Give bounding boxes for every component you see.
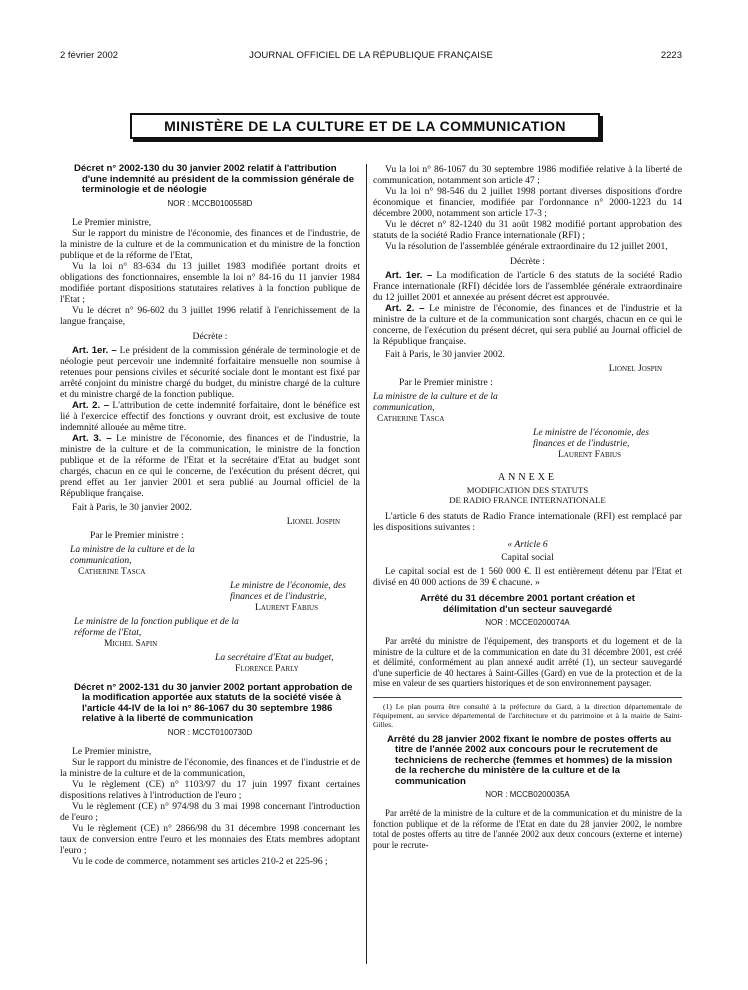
decree1-art3-label: Art. 3. – [72, 432, 112, 444]
decree2-nor: NOR : MCCT0100730D [167, 727, 253, 737]
decree1-p4: Vu le décret n° 96-602 du 3 juillet 1996 relatif à l'enrichissement de la langue française, [60, 304, 360, 327]
decree1-p2: Sur le rapport du ministre de l'économie, des finances et de l'industrie, de la ministre de la culture et de la communication et du ministre de la fonction publique et de la réforme de l'Etat, [60, 227, 360, 261]
decree1-art3-text: Le ministre de l'économie, des finances et de l'industrie, la ministre de la culture et de la communication, le ministre de la fonction publique et de la réforme de l'Etat et la secrétaire d'Etat au budget sont chargés, chacun en ce qui le concerne, de l'exécution du présent décret, qui prend effet au 1er janvier 2001 et sera publié au Journal officiel de la République française. [60, 432, 360, 499]
annexe-heading: ANNEXE [497, 472, 558, 483]
page-number: 2223 [660, 50, 682, 61]
annexe-capital: Capital social [501, 552, 554, 563]
header-date: 2 février 2002 [60, 50, 119, 61]
decree1-art2 [60, 400, 360, 433]
decree1-p3: Vu la loi n° 83-634 du 13 juillet 1983 modifiée portant droits et obligations des fonctionnaires, ensemble la loi n° 84-16 du 11 janvier 1984 modifiée portant dispositions statutaires relatives à la fonction publique de l'Etat ; [60, 260, 360, 305]
decree1-sig-eco-title: Le ministre de l'économie, des finances et de l'industrie, [230, 579, 346, 602]
decree2-r3: Vu le décret n° 82-1240 du 31 août 1982 modifié portant approbation des statuts de la société Radio France internationale (RFI) ; [373, 219, 682, 241]
decree1-art2-label: Art. 2. – [72, 399, 110, 411]
decree1-art1-text: Le président de la commission générale de terminologie et de néologie peut percevoir une indemnité forfaitaire mensuelle non soumise à retenues pour pensions civiles et sécurité sociale dont le montant est fixé par arrêté conjoint du ministre chargé du budget, du ministre chargé de la culture et du ministre chargé de la fonction publique. [60, 344, 360, 400]
decree1-fait: Fait à Paris, le 30 janvier 2002. [72, 501, 192, 513]
decree2-p6: Vu le code de commerce, notamment ses articles 210-2 et 225-96 ; [72, 855, 328, 867]
decree1-sig-budget [60, 652, 360, 674]
decree1-art3 [60, 433, 360, 499]
decree2-p5: Vu le règlement (CE) n° 2866/98 du 31 décembre 1998 concernant les taux de conversion entre l'euro et les monnaies des Etats membres adoptant l'euro ; [60, 822, 360, 856]
decree2-art1 [373, 270, 682, 303]
arrete1-nor: NOR : MCCE0200074A [485, 618, 570, 627]
footnote-rule [373, 697, 682, 698]
decree1-sig-fp-title: Le ministre de la fonction publique et de la réforme de l'Etat, [74, 615, 239, 638]
decree2-sig-culture-title: La ministre de la culture et de la communication, [373, 391, 498, 413]
annexe-capital-p: Le capital social est de 1 560 000 €. Il est entièrement détenu par l'Etat et divisé en 40 000 actions de 39 € chacune. » [373, 566, 682, 588]
decree1-art1 [60, 345, 360, 400]
arrete2-p1: Par arrêté de la ministre de la culture et de la communication et du ministre de la fonction publique et de la réforme de l'Etat en date du 28 janvier 2002, le nombre total de postes offerts au titre de l'année 2002 aux deux concours (externe et interne) pour le recrute- [373, 808, 682, 850]
decree1-sig-fp-name: Michel Sapin [104, 637, 158, 649]
decree1-sig-eco [60, 580, 360, 613]
decree2-p1: Le Premier ministre, [72, 745, 152, 757]
decree2-p4: Vu le règlement (CE) n° 974/98 du 3 mai 1998 concernant l'introduction de l'euro ; [60, 800, 360, 823]
decree1-sig-eco-name: Laurent Fabius [255, 601, 318, 613]
ministry-heading: MINISTÈRE DE LA CULTURE ET DE LA COMMUNICATION [130, 113, 600, 139]
annexe-sub2: DE RADIO FRANCE INTERNATIONALE [449, 495, 606, 505]
decree2-sig-eco-title: Le ministre de l'économie, des finances et de l'industrie, [533, 427, 649, 449]
left-column [60, 164, 360, 867]
decree2-r2: Vu la loi n° 98-546 du 2 juillet 1998 portant diverses dispositions d'ordre économique et financier, modifiée par l'ordonnance n° 2000-1223 du 14 décembre 2000, notamment son article 17-3 ; [373, 186, 682, 219]
annexe-sub1: MODIFICATION DES STATUTS [466, 485, 589, 495]
arrete1-p1: Par arrêté du ministre de l'équipement, des transports et du logement et de la ministre de la culture et de la communication en date du 31 décembre 2001, est créé et délimité, conformément au plan annexé audit arrêté (1), un secteur sauvegardé d'une superficie de 40 hectares à Saint-Gilles (Gard) en vue de la protection et de la mise en valeur de ses quartiers historiques et de son environnement paysager. [373, 636, 682, 688]
decree2-sig-culture [373, 391, 682, 424]
arrete2-nor: NOR : MCCB0200035A [485, 790, 570, 799]
annexe-article6: « Article 6 [507, 539, 548, 550]
decree2-p3: Vu le règlement (CE) n° 1103/97 du 17 juin 1997 fixant certaines dispositions relatives à l'introduction de l'euro ; [60, 778, 360, 801]
decree1-nor: NOR : MCCB0100558D [167, 198, 253, 208]
arrete2-title: Arrêté du 28 janvier 2002 fixant le nombre de postes offerts au titre de l'année 2002 aux concours pour le recrutement de techniciens de recherche (femmes et hommes) de la mission de la recherche du ministère de la culture et de la communication [387, 733, 673, 787]
decree2-art1-label: Art. 1er. – [385, 270, 433, 281]
decree2-r4: Vu la résolution de l'assemblée générale extraordinaire du 12 juillet 2001, [385, 241, 668, 252]
decree1-par-pm: Par le Premier ministre : [90, 529, 184, 541]
decree1-sig-culture-name: Catherine Tasca [78, 565, 146, 577]
decree2-par-pm: Par le Premier ministre : [399, 377, 493, 388]
right-column [373, 164, 682, 850]
decree2-sig-culture-name: Catherine Tasca [377, 413, 445, 424]
decree2-p2: Sur le rapport du ministre de l'économie, des finances et de l'industrie et de la ministre de la culture et de la communication, [60, 756, 360, 779]
annexe-p1: L'article 6 des statuts de Radio France internationale (RFI) est remplacé par les dispositions suivantes : [373, 511, 682, 533]
decree2-art2-text: Le ministre de l'économie, des finances et de l'industrie et la ministre de la culture et de la communication sont chargés, chacun en ce qui le concerne, de l'exécution du présent décret, qui sera publié au Journal officiel de la République française. [373, 303, 682, 347]
decree1-art1-label: Art. 1er. – [72, 344, 117, 356]
decree1-sig-culture-title: La ministre de la culture et de la communication, [70, 543, 195, 566]
decree2-art1-text: La modification de l'article 6 des statuts de la société Radio France internationale (RFI) décidée lors de l'assemblée générale extraordinaire du 12 juillet 2001 et annexée au présent décret est approuvée. [373, 270, 683, 303]
decree1-art2-text: L'attribution de cette indemnité forfaitaire, dont le bénéfice est lié à l'exercice effectif des fonctions y ouvrant droit, est exclusive de toute indemnité allouée au même titre. [60, 399, 360, 433]
arrete1-footnote: (1) Le plan pourra être consulté à la préfecture du Gard, à la direction départementale de l'équipement, au service départemental de l'architecture et du patrimoine et à la mairie de Saint-Gilles. [373, 701, 682, 729]
journal-title: JOURNAL OFFICIEL DE LA RÉPUBLIQUE FRANÇAISE [249, 50, 493, 61]
decree2-sig-pm: Lionel Jospin [608, 363, 662, 374]
decree2-art2 [373, 303, 682, 347]
decree1-sig-budget-title: La secrétaire d'Etat au budget, [215, 651, 334, 663]
decree2-fait: Fait à Paris, le 30 janvier 2002. [385, 349, 505, 360]
decree2-sig-eco-name: Laurent Fabius [558, 449, 621, 460]
arrete1-title: Arrêté du 31 décembre 2001 portant création et délimitation d'un secteur sauvegardé [420, 593, 635, 615]
page-header [60, 50, 682, 64]
decree1-sig-culture [60, 544, 360, 577]
decree2-art2-label: Art. 2. – [385, 303, 425, 314]
decree2-decrete: Décrète : [510, 256, 545, 267]
decree1-title: Décret n° 2002-130 du 30 janvier 2002 relatif à l'attribution d'une indemnité au président de la commission générale de terminologie et de néologie [74, 163, 355, 195]
decree1-p1: Le Premier ministre, [72, 216, 152, 228]
decree1-sig-pm: Lionel Jospin [286, 515, 340, 527]
decree2-sig-eco [373, 427, 682, 460]
decree1-sig-fp [60, 616, 360, 649]
column-divider [366, 164, 367, 964]
decree2-title: Décret n° 2002-131 du 30 janvier 2002 portant approbation de la modification apportée aux statuts de la société visée à l'article 44-IV de la loi n° 86-1067 du 30 septembre 1986 relative à la liberté de communication [74, 681, 353, 724]
decree1-decrete: Décrète : [192, 330, 228, 342]
decree2-r1: Vu la loi n° 86-1067 du 30 septembre 1986 modifiée relative à la liberté de communication, notamment son article 47 ; [373, 164, 682, 186]
decree1-sig-budget-name: Florence Parly [235, 662, 299, 674]
